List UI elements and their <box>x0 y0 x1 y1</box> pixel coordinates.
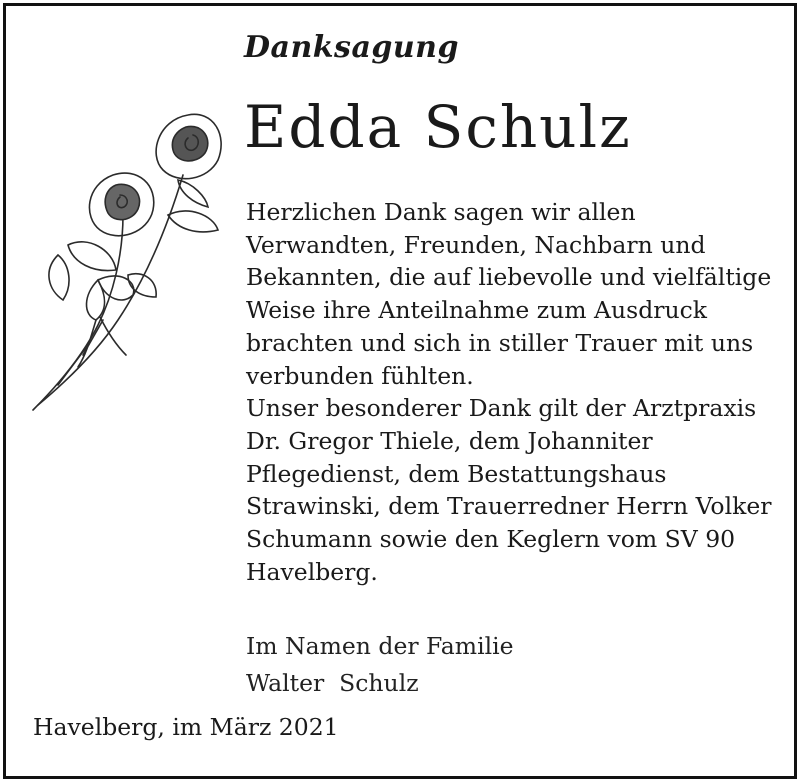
body-line: Bekannten, die auf liebevolle und vielfältige <box>246 263 772 292</box>
body-line: Strawinski, dem Trauerredner Herrn Volker <box>246 492 772 521</box>
body-line: Weise ihre Anteilnahme zum Ausdruck <box>246 296 708 325</box>
body-line: Herzlichen Dank sagen wir allen <box>246 198 636 226</box>
body-line: Schumann sowie den Keglern vom SV 90 <box>246 525 736 554</box>
body-line: Unser besonderer Dank gilt der Arztpraxis <box>246 394 757 423</box>
body-line: Havelberg. <box>246 557 378 586</box>
body-line: Pflegedienst, dem Bestattungshaus <box>246 459 667 488</box>
body-line: Verwandten, Freunden, Nachbarn und <box>246 230 706 259</box>
notice-heading: Danksagung <box>244 30 459 65</box>
deceased-name: Edda Schulz <box>244 93 632 161</box>
body-line: verbunden fühlten. <box>246 361 474 390</box>
body-line: Dr. Gregor Thiele, dem Johanniter <box>246 426 653 455</box>
signature-block <box>246 628 514 702</box>
thanks-text <box>246 196 786 588</box>
roses-illustration <box>28 105 228 415</box>
signature-name: Walter Schulz <box>246 669 419 697</box>
signature-line: Im Namen der Familie <box>246 632 514 660</box>
place-date: Havelberg, im März 2021 <box>33 713 339 741</box>
body-line: brachten und sich in stiller Trauer mit uns <box>246 328 754 357</box>
